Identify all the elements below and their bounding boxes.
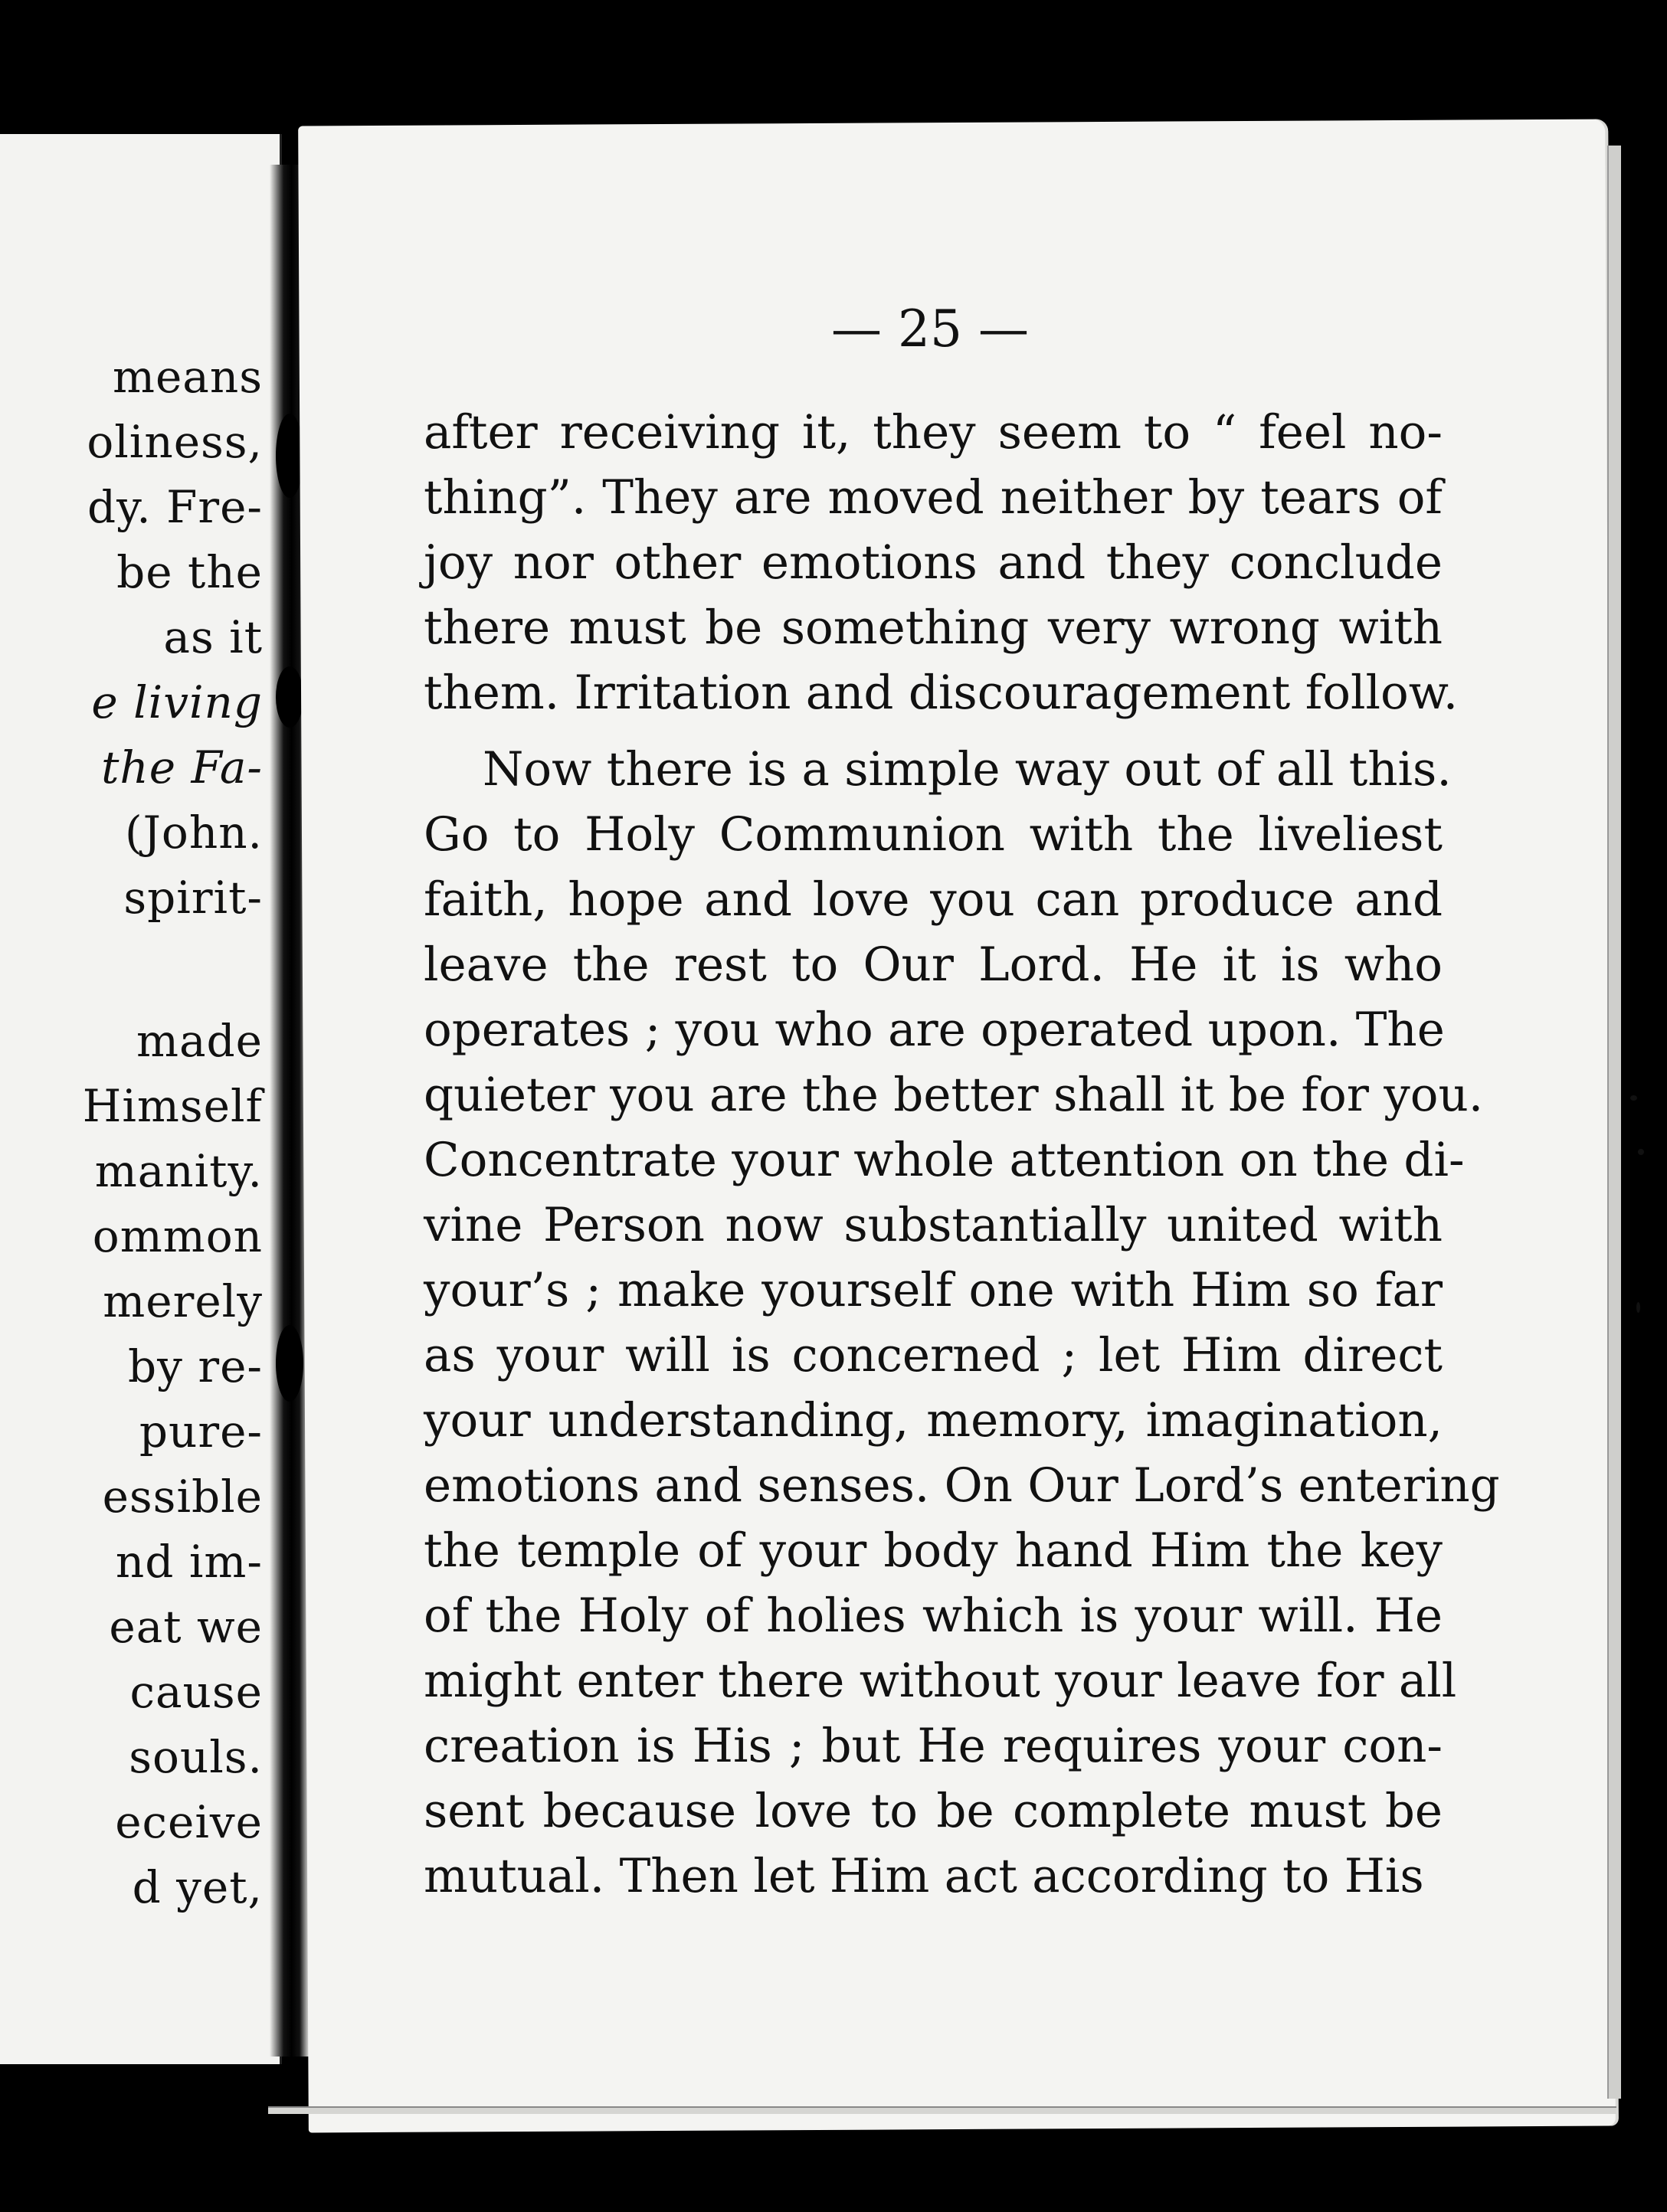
scan-speck — [1636, 1302, 1640, 1313]
left-line-20: cause — [129, 1666, 263, 1718]
left-line-15: by re- — [128, 1340, 263, 1392]
left-line-1: means — [112, 351, 263, 403]
left-line-19: eat we — [109, 1601, 263, 1653]
text-line-12: Concentrate your whole attention on the di- — [424, 1133, 1465, 1187]
text-line-13: vine Person now substantially united with — [424, 1198, 1443, 1252]
text-line-21: creation is His ; but He requires your con- — [424, 1719, 1443, 1773]
page-number: — 25 — — [831, 299, 1029, 358]
text-line-17: emotions and senses. On Our Lord’s entering — [424, 1458, 1500, 1513]
left-line-10: made — [136, 1015, 263, 1067]
left-line-14: merely — [103, 1275, 263, 1327]
left-line-21: souls. — [129, 1731, 263, 1783]
scan-speck — [1630, 1095, 1637, 1101]
text-line-15: as your will is concerned ; let Him direct — [424, 1328, 1443, 1382]
text-line-6: Now there is a simple way out of all this. — [483, 742, 1452, 797]
text-line-3: joy nor other emotions and they conclude — [424, 535, 1443, 590]
text-line-5: them. Irritation and discouragement follow. — [424, 666, 1459, 720]
text-line-11: quieter you are the better shall it be for you. — [424, 1068, 1484, 1122]
text-line-4: there must be something very wrong with — [424, 600, 1443, 655]
binding-stain — [276, 1325, 303, 1402]
text-line-18: the temple of your body hand Him the key — [424, 1523, 1443, 1578]
text-line-20: might enter there without your leave for all — [424, 1654, 1457, 1708]
binding-stain — [276, 666, 303, 728]
left-line-3: dy. Fre- — [87, 481, 263, 533]
text-line-8: faith, hope and love you can produce and — [424, 872, 1443, 927]
left-line-7: the Fa- — [101, 741, 263, 794]
text-line-23: mutual. Then let Him act according to His — [424, 1849, 1424, 1903]
left-line-6: e living — [91, 676, 263, 728]
left-line-12: manity. — [94, 1145, 263, 1197]
text-line-19: of the Holy of holies which is your will. He — [424, 1589, 1443, 1643]
left-line-18: nd im- — [115, 1536, 263, 1588]
left-line-23: d yet, — [132, 1861, 263, 1913]
scan-speck — [1638, 1149, 1644, 1155]
left-line-5: as it — [163, 611, 263, 663]
text-line-9: leave the rest to Our Lord. He it is who — [424, 937, 1443, 992]
text-line-2: thing”. They are moved neither by tears of — [424, 470, 1443, 525]
left-line-8: (John. — [125, 807, 263, 859]
left-line-4: be the — [116, 546, 263, 598]
text-line-16: your understanding, memory, imagination, — [424, 1393, 1443, 1448]
left-line-11: Himself — [82, 1080, 263, 1132]
text-line-22: sent because love to be complete must be — [424, 1784, 1443, 1838]
left-line-9: spirit- — [123, 872, 263, 924]
text-line-1: after receiving it, they seem to “ feel no- — [424, 405, 1443, 460]
left-line-16: pure- — [139, 1405, 263, 1458]
text-line-14: your’s ; make yourself one with Him so far — [424, 1263, 1443, 1317]
left-page — [0, 134, 282, 2064]
page-edge — [1607, 146, 1621, 2099]
left-line-17: essible — [102, 1471, 263, 1523]
left-line-2: oliness, — [87, 416, 263, 468]
text-line-10: operates ; you who are operated upon. The — [424, 1003, 1445, 1057]
page-bottom-edge — [268, 2106, 1616, 2114]
left-line-22: eceive — [115, 1796, 263, 1848]
text-line-7: Go to Holy Communion with the liveliest — [424, 807, 1443, 862]
left-line-13: ommon — [92, 1210, 263, 1262]
